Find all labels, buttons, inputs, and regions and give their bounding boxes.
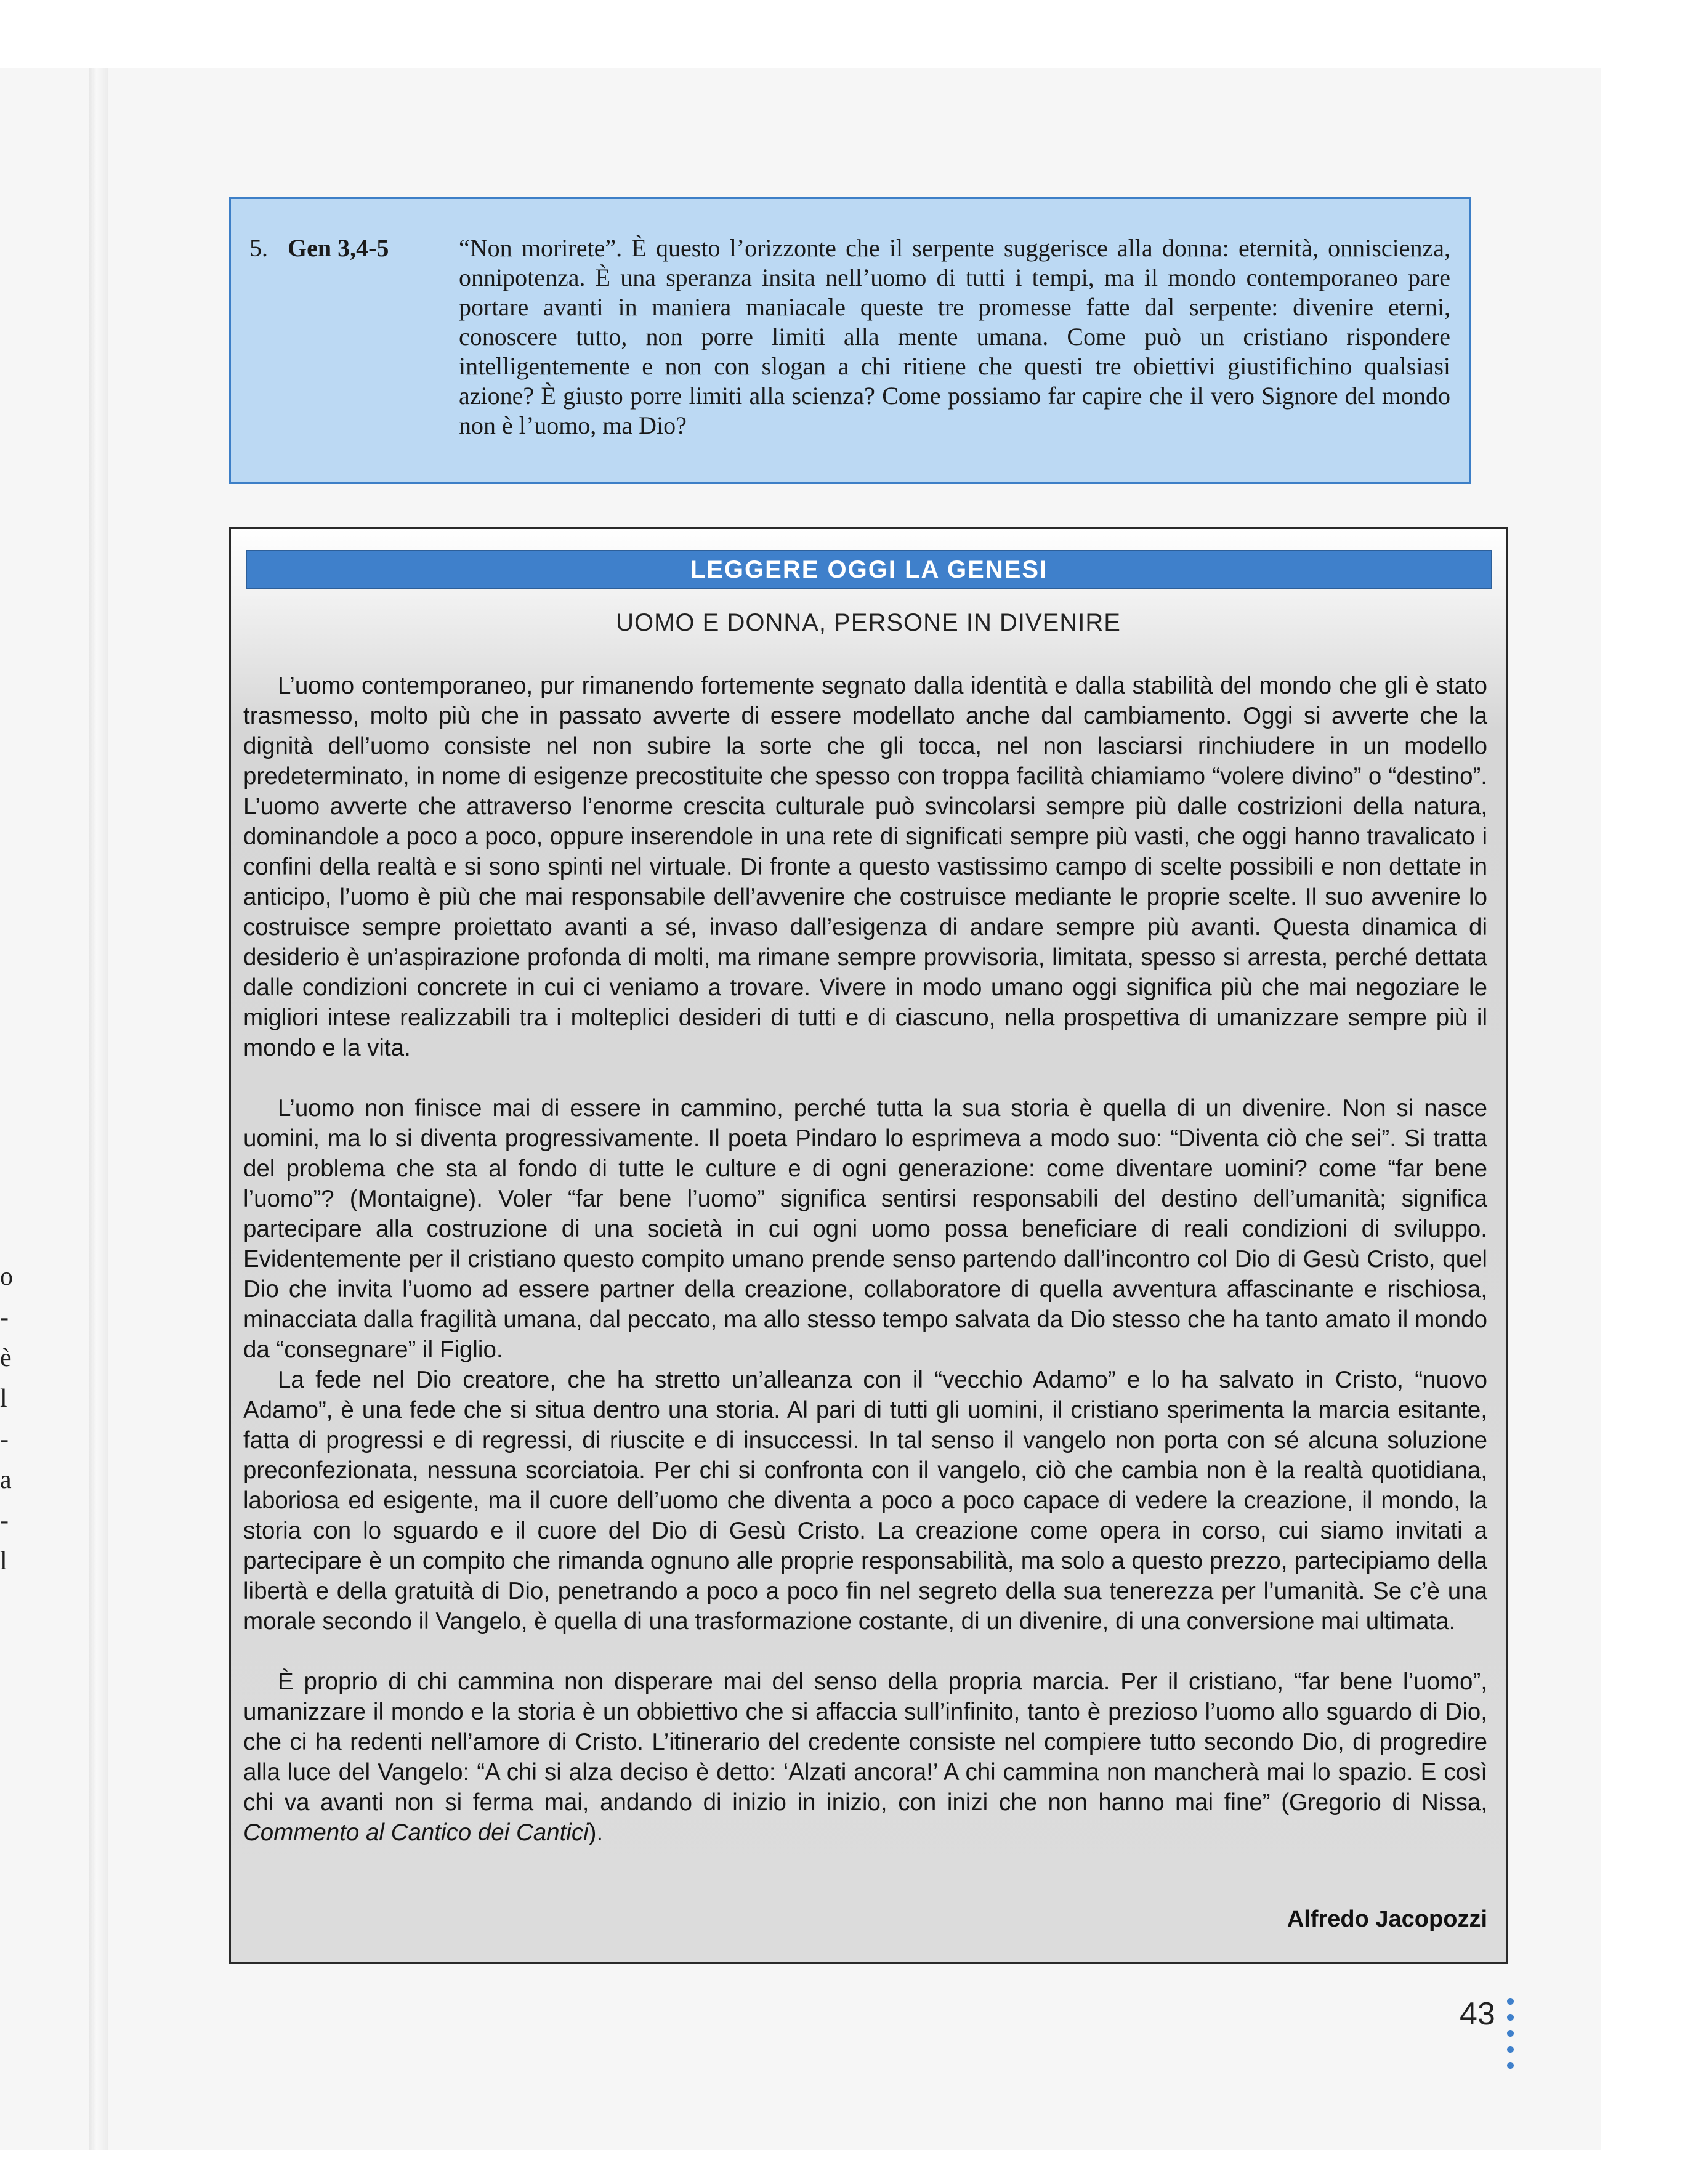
question-row (249, 233, 1450, 440)
article-box (229, 527, 1508, 1964)
article-banner: LEGGERE OGGI LA GENESI (246, 550, 1492, 589)
margin-fragment: l (0, 1385, 7, 1413)
book-gutter (89, 68, 108, 2150)
article-paragraph-last (243, 1667, 1487, 1848)
margin-fragment: - (0, 1303, 9, 1332)
page-number: 43 (1460, 1996, 1495, 2032)
question-box (229, 197, 1471, 484)
margin-fragment: - (0, 1425, 9, 1454)
article-author: Alfredo Jacopozzi (1287, 1906, 1487, 1932)
dot-icon (1507, 1998, 1514, 2005)
margin-fragment: l (0, 1547, 7, 1575)
question-number: 5. (249, 234, 268, 262)
dot-icon (1507, 2046, 1514, 2053)
article-paragraph: La fede nel Dio creatore, che ha stretto un’alleanza con il “vecchio Adamo” e lo ha salvato in Cristo, “nuovo Adamo”, è una fede che si situa dentro una storia. Al pari di tutti gli uomini, il cristiano sperimenta la marcia esitante, fatta di progressi e di regressi, di riuscite e di insuccessi. In tal senso il vangelo non porta con sé alcuna soluzione preconfezionata, nessuna scorciatoia. Per chi si confronta con il vangelo, ciò che cambia non è la realtà quotidiana, laboriosa ed esigente, ma il cuore dell’uomo che diventa a poco a poco capace di vedere la creazione, il mondo, la storia con lo sguardo e il cuore del Dio di Gesù Cristo. La creazione come opera in corso, cui siamo invitati a partecipare è un compito che rimanda ognuno alle proprie responsabilità, ma solo a questo prezzo, partecipiamo della libertà e della gratuità di Dio, penetrando a poco a poco fin nel segreto della sua tenerezza per l’umanità. Se c’è una morale secondo il Vangelo, è quella di una trasformazione costante, di un divenire, di una conversione mai ultimata. (243, 1367, 1487, 1635)
dot-icon (1507, 2014, 1514, 2021)
question-reference: Gen 3,4-5 (288, 234, 389, 262)
article-subtitle: UOMO E DONNA, PERSONE IN DIVENIRE (616, 609, 1121, 636)
paragraph-text: È proprio di chi cammina non disperare mai del senso della propria marcia. Per il cristiano, “far bene l’uomo”, umanizzare il mondo e la storia è un obbiettivo che si affaccia sull’infinito, tanto è prezioso l’uomo allo sguardo di Dio, che ci ha redenti nell’amore di Cristo. L’itinerario del credente consiste nel compiere tutto secondo Dio, di progredire alla luce del Vangelo: “A chi si alza deciso è detto: ‘Alzati ancora!’ A chi cammina non mancherà mai lo spazio. E così chi va avanti non si ferma mai, andando di inizio in inizio, con inizi che non hanno mai fine” (Gregorio di Nissa, (243, 1668, 1487, 1816)
question-text: “Non morirete”. È questo l’orizzonte che il serpente suggerisce alla donna: eternità, onniscienza, onnipotenza. È una speranza insita nell’uomo di tutti i tempi, ma il mondo contemporaneo pare portare avanti in maniera maniacale queste tre promesse fatte dal serpente: divenire eterni, conoscere tutto, non porre limiti alla mente umana. Come può un cristiano rispondere intelligentemente e non con slogan a chi ritiene che questi tre obiettivi giustifichino qualsiasi azione? È giusto porre limiti alla scienza? Come possiamo far capire che il vero Signore del mondo non è l’uomo, ma Dio? (459, 234, 1450, 439)
article-paragraph: L’uomo contemporaneo, pur rimanendo fortemente segnato dalla identità e dalla stabilità del mondo che gli è stato trasmesso, molto più che in passato avverte di essere modellato anche dal cambiamento. Oggi si avverte che la dignità dell’uomo consiste nel non subire la sorte che gli tocca, nel non lasciarsi rinchiudere in un modello predeterminato, in nome di esigenze precostituite che spesso con troppa facilità chiamiamo “volere divino” o “destino”. L’uomo avverte che attraverso l’enorme crescita culturale può svincolarsi sempre più dalle costrizioni della natura, dominandole a poco a poco, oppure inserendole in una rete di significati sempre più vasti, che oggi hanno travalicato i confini della realtà e si sono spinti nel virtuale. Di fronte a questo vastissimo campo di scelte possibili e non dettate in anticipo, l’uomo è più che mai responsabile dell’avvenire che costruisce mediante le proprie scelte. Il suo avvenire lo costruisce sempre proiettato avanti a sé, invaso dall’esigenza di andare sempre più avanti. Questa dinamica di desiderio è un’aspirazione profonda di molti, ma rimane sempre provvisoria, limitata, spesso si arresta, perché dettata dalle condizioni concrete in cui ci veniamo a trovare. Vivere in modo umano oggi significa più che mai negoziare le migliori intese realizzabili tra i molteplici desideri di tutti e di ciascuno, nella prospettiva di umanizzare sempre più il mondo e la vita. (243, 673, 1487, 1061)
left-page-margin-fragments (0, 1256, 25, 1582)
margin-fragment: è (0, 1344, 12, 1372)
article-paragraph: L’uomo non finisce mai di essere in cammino, perché tutta la sua storia è quella di un divenire. Non si nasce uomini, ma lo si diventa progressivamente. Il poeta Pindaro lo esprimeva a modo suo: “Diventa ciò che sei”. Si tratta del problema che sta al fondo di tutte le culture e di ogni generazione: come diventare uomini? come “far bene l’uomo”? (Montaigne). Voler “far bene l’uomo” significa sentirsi responsabili del destino dell’umanità; significa partecipare alla costruzione di una società in cui ogni uomo possa beneficiare di reali condizioni di sviluppo. Evidentemente per il cristiano questo compito umano prende senso partendo dall’incontro col Dio di Gesù Cristo, quel Dio che invita l’uomo ad essere partner della creazione, collaboratore di quella avventura affascinante e rischiosa, minacciata dalla fragilità umana, dal peccato, ma allo stesso tempo salvata da Dio stesso che ha tanto amato il mondo da “consegnare” il Figlio. (243, 1095, 1487, 1363)
page-number-dots-ornament (1507, 1998, 1516, 2078)
margin-fragment: a (0, 1466, 12, 1494)
dot-icon (1507, 2062, 1514, 2069)
citation-title: Commento al Cantico dei Cantici (243, 1819, 589, 1846)
dot-icon (1507, 2030, 1514, 2037)
article-body (243, 671, 1487, 1848)
margin-fragment: o (0, 1263, 13, 1291)
margin-fragment: - (0, 1507, 9, 1535)
citation-end: ). (588, 1819, 604, 1846)
